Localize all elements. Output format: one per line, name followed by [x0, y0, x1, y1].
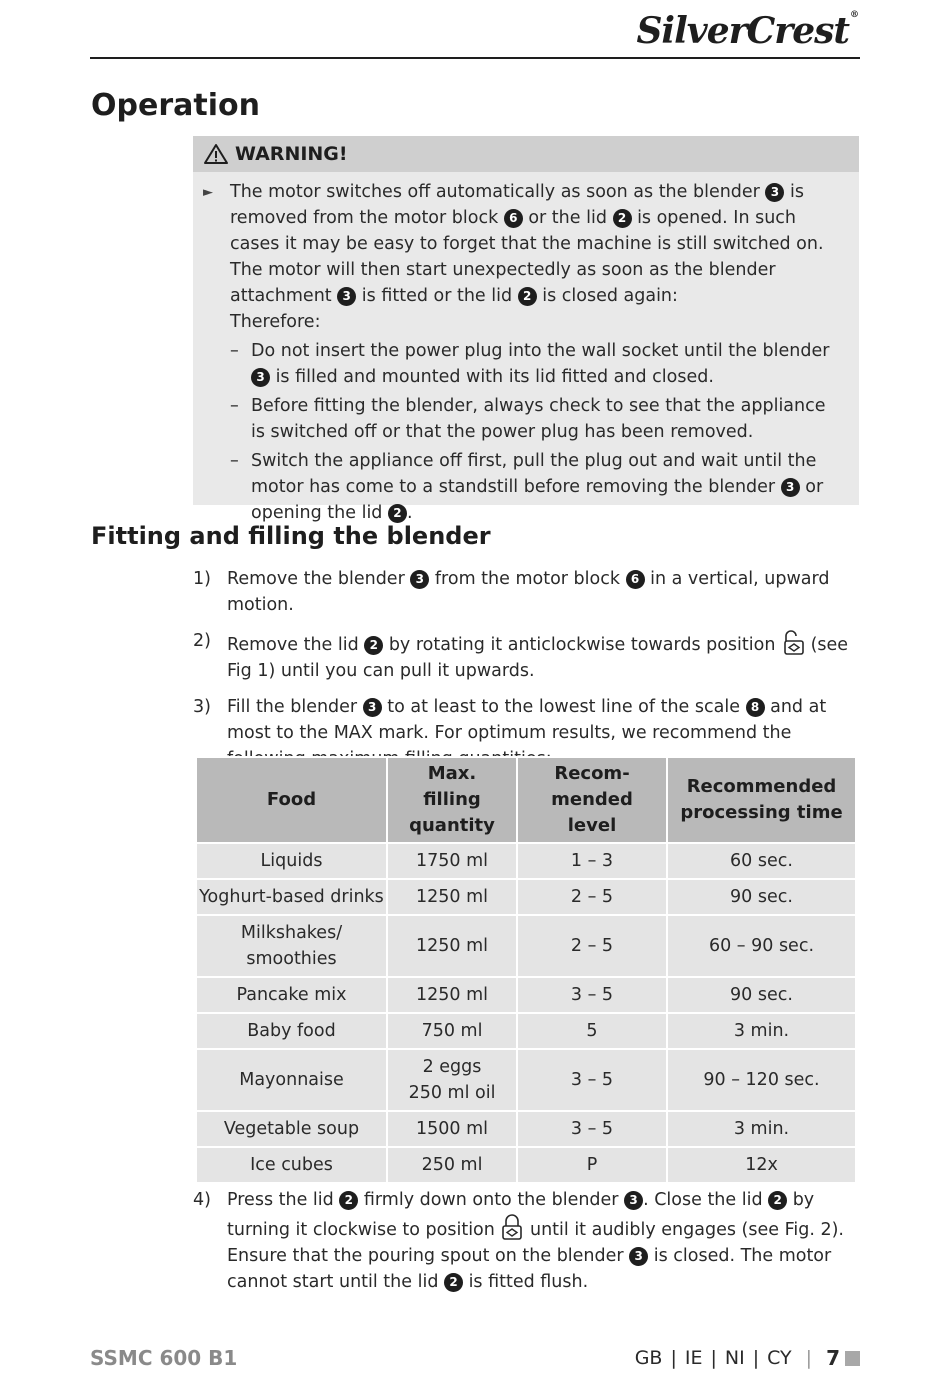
section-title: Operation — [91, 88, 260, 123]
warning-box — [193, 136, 859, 523]
header-food: Food — [196, 757, 387, 843]
cell-level: 2 – 5 — [517, 915, 667, 977]
part-number-icon: 3 — [363, 698, 382, 717]
warning-therefore: Therefore: — [230, 312, 321, 332]
cell-time: 90 sec. — [667, 977, 856, 1013]
part-number-icon: 3 — [337, 287, 356, 306]
cell-quantity: 1250 ml — [387, 879, 517, 915]
unlock-icon — [781, 628, 805, 656]
cell-food: Ice cubes — [196, 1147, 387, 1183]
country-code: NI — [724, 1347, 745, 1369]
model-number: SSMC 600 B1 — [90, 1346, 238, 1370]
warning-title: WARNING! — [235, 143, 348, 165]
cell-food: Pancake mix — [196, 977, 387, 1013]
cell-quantity: 1250 ml — [387, 915, 517, 977]
table-row — [196, 1147, 856, 1183]
steps-1-3 — [193, 566, 865, 772]
warning-body — [193, 172, 859, 526]
warning-header — [193, 136, 859, 172]
table-row — [196, 879, 856, 915]
cell-food: Yoghurt-based drinks — [196, 879, 387, 915]
cell-level: 1 – 3 — [517, 843, 667, 879]
cell-time: 3 min. — [667, 1013, 856, 1049]
cell-quantity: 1500 ml — [387, 1111, 517, 1147]
header-max-filling: Max. filling quantity — [387, 757, 517, 843]
part-number-icon: 6 — [504, 209, 523, 228]
cell-level: P — [517, 1147, 667, 1183]
cell-quantity: 1750 ml — [387, 843, 517, 879]
table-row — [196, 1013, 856, 1049]
cell-time: 60 sec. — [667, 843, 856, 879]
warning-triangle-icon — [203, 143, 229, 165]
part-number-icon: 2 — [518, 287, 537, 306]
cell-quantity: 1250 ml — [387, 977, 517, 1013]
cell-food: Mayonnaise — [196, 1049, 387, 1111]
subsection-title: Fitting and filling the blender — [91, 522, 491, 550]
part-number-icon: 2 — [613, 209, 632, 228]
cell-level: 3 – 5 — [517, 977, 667, 1013]
part-number-icon: 3 — [410, 570, 429, 589]
country-code: IE — [684, 1347, 703, 1369]
header-rule — [90, 57, 860, 59]
cell-food: Liquids — [196, 843, 387, 879]
bullet-arrow-icon: ► — [203, 185, 213, 200]
cell-level: 5 — [517, 1013, 667, 1049]
table-row — [196, 977, 856, 1013]
step-4: 4) Press the lid 2 firmly down onto the blender 3 . Close the lid 2 by turning it clockwise to position until it audibly engages (see Fig. 2). Ensure that the pouring spout on the blender 3 is closed. The motor cannot start until the lid 2 is fitted flush. — [193, 1190, 844, 1292]
cell-level: 3 – 5 — [517, 1111, 667, 1147]
cell-time: 12x — [667, 1147, 856, 1183]
part-number-icon: 3 — [629, 1247, 648, 1266]
cell-food: Baby food — [196, 1013, 387, 1049]
cell-time: 90 sec. — [667, 879, 856, 915]
step-3: 3) Fill the blender 3 to at least to the lowest line of the scale 8 and at most to the MAX mark. For optimum results, we recommend the — [193, 697, 827, 743]
cell-time: 3 min. — [667, 1111, 856, 1147]
table-row — [196, 915, 856, 977]
brand-logo: SilverCrest® — [636, 10, 858, 52]
step-2: 2) Remove the lid 2 by rotating it anticlockwise towards position (see Fig 1) until you can pull it upwards. — [193, 628, 865, 684]
cell-quantity: 750 ml — [387, 1013, 517, 1049]
page-marker-icon — [845, 1351, 860, 1366]
cell-level: 2 – 5 — [517, 879, 667, 915]
part-number-icon: 3 — [251, 368, 270, 387]
part-number-icon: 3 — [781, 478, 800, 497]
part-number-icon: 3 — [765, 183, 784, 202]
cell-quantity: 2 eggs 250 ml oil — [387, 1049, 517, 1111]
cell-level: 3 – 5 — [517, 1049, 667, 1111]
warning-paragraph: The motor switches off automatically as soon as the blender 3 is removed from the motor block 6 or the lid 2 is opened. In such cases it may be easy to forget that the machine is still switched on. The motor will then start unexpectedly as soon as the blender attachment 3 is fitted or the lid 2 is closed again: — [230, 182, 824, 306]
table-row — [196, 843, 856, 879]
page-number: 7 — [826, 1346, 840, 1370]
cell-time: 90 – 120 sec. — [667, 1049, 856, 1111]
cell-food: Vegetable soup — [196, 1111, 387, 1147]
country-code: GB — [634, 1347, 663, 1369]
footer-right: GB | IE | NI | CY | 7 — [635, 1346, 860, 1370]
table-header-row — [196, 757, 856, 843]
step-4-block — [193, 1187, 865, 1295]
warning-dash-item: – Before fitting the blender, always check to see that the appliance is switched off or that the power plug has been removed. — [230, 396, 826, 442]
cell-time: 60 – 90 sec. — [667, 915, 856, 977]
part-number-icon: 2 — [388, 504, 407, 523]
part-number-icon: 2 — [339, 1191, 358, 1210]
part-number-icon: 2 — [444, 1273, 463, 1292]
table-row — [196, 1049, 856, 1111]
warning-dash-item: – Do not insert the power plug into the wall socket until the blender 3 is filled and mounted with its lid fitted and closed. — [230, 341, 830, 387]
lock-icon — [500, 1213, 524, 1241]
country-code: CY — [767, 1347, 792, 1369]
cell-food: Milkshakes/ smoothies — [196, 915, 387, 977]
table-row — [196, 1111, 856, 1147]
part-number-icon: 8 — [746, 698, 765, 717]
filling-quantities-table — [195, 756, 857, 1184]
part-number-icon: 6 — [626, 570, 645, 589]
step-1: 1) Remove the blender 3 from the motor block 6 in a vertical, upward motion. — [193, 569, 830, 615]
part-number-icon: 2 — [768, 1191, 787, 1210]
header-processing-time: Recommended processing time — [667, 757, 856, 843]
cell-quantity: 250 ml — [387, 1147, 517, 1183]
part-number-icon: 2 — [364, 636, 383, 655]
warning-dash-item: – Switch the appliance off first, pull the plug out and wait until the motor has come to a standstill before removing the blender 3 or opening the lid 2 . — [230, 451, 824, 523]
header-recommended-level: Recom- mended level — [517, 757, 667, 843]
part-number-icon: 3 — [624, 1191, 643, 1210]
